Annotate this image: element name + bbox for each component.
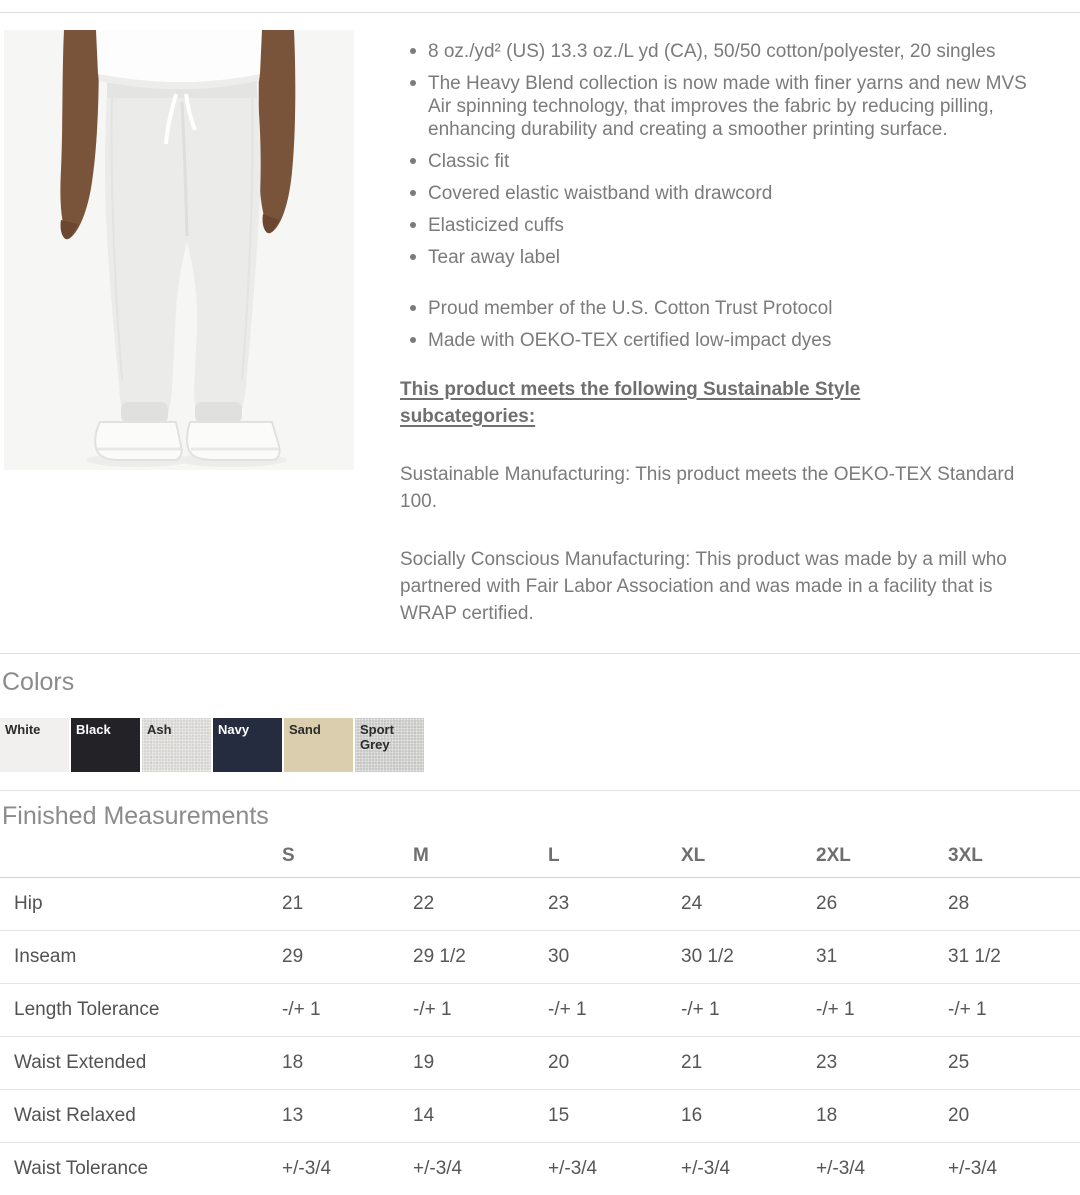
product-photo (4, 30, 354, 470)
header-cell-size: L (548, 836, 681, 877)
table-cell: 20 (548, 1036, 681, 1089)
header-cell-size: 2XL (816, 836, 948, 877)
header-cell-size: M (413, 836, 548, 877)
table-row (0, 877, 1080, 930)
table-row (0, 1089, 1080, 1142)
table-cell: +/-3/4 (681, 1142, 816, 1195)
row-label: Waist Extended (0, 1036, 282, 1089)
table-cell: 29 1/2 (413, 930, 548, 983)
sweatpants-model-illustration (4, 30, 354, 470)
top-divider (0, 12, 1080, 13)
header-cell-size: S (282, 836, 413, 877)
section-divider (0, 653, 1080, 654)
table-cell: +/-3/4 (413, 1142, 548, 1195)
table-cell: 29 (282, 930, 413, 983)
table-cell: 15 (548, 1089, 681, 1142)
table-cell: 26 (816, 877, 948, 930)
table-cell: 16 (681, 1089, 816, 1142)
table-row (0, 930, 1080, 983)
color-swatch-ash[interactable]: Ash (142, 718, 211, 772)
color-swatch-black[interactable]: Black (71, 718, 140, 772)
color-swatch-sport-grey[interactable]: Sport Grey (355, 718, 424, 772)
colors-section-title: Colors (2, 668, 75, 696)
table-cell: 13 (282, 1089, 413, 1142)
section-divider (0, 790, 1080, 791)
table-header-row (0, 836, 1080, 877)
feature-item: Covered elastic waistband with drawcord (400, 182, 1032, 205)
table-cell: 22 (413, 877, 548, 930)
sustainability-feature-list (400, 297, 1032, 352)
table-cell: 30 (548, 930, 681, 983)
table-cell: 23 (548, 877, 681, 930)
table-cell: +/-3/4 (548, 1142, 681, 1195)
row-label: Waist Relaxed (0, 1089, 282, 1142)
feature-item: Made with OEKO-TEX certified low-impact dyes (400, 329, 1032, 352)
table-cell: 18 (816, 1089, 948, 1142)
table-cell: 23 (816, 1036, 948, 1089)
header-cell-blank (0, 836, 282, 877)
product-details (400, 40, 1032, 627)
table-cell: +/-3/4 (948, 1142, 1080, 1195)
table-cell: 28 (948, 877, 1080, 930)
sustainable-style-heading: This product meets the following Sustainable Style subcategories: (400, 379, 861, 427)
table-row (0, 983, 1080, 1036)
sustainable-manufacturing-paragraph: Sustainable Manufacturing: This product meets the OEKO-TEX Standard 100. (400, 464, 1015, 512)
table-cell: 31 (816, 930, 948, 983)
table-cell: -/+ 1 (413, 983, 548, 1036)
row-label: Waist Tolerance (0, 1142, 282, 1195)
finished-measurements-title: Finished Measurements (2, 802, 269, 830)
feature-item: The Heavy Blend collection is now made with finer yarns and new MVS Air spinning technology, that improves the fabric by reducing pilling, enhancing durability and creating a smoother printing surface. (400, 72, 1032, 141)
feature-item: Tear away label (400, 246, 1032, 269)
feature-item: 8 oz./yd² (US) 13.3 oz./L yd (CA), 50/50 cotton/polyester, 20 singles (400, 40, 1032, 63)
row-label: Length Tolerance (0, 983, 282, 1036)
color-swatch-navy[interactable]: Navy (213, 718, 282, 772)
table-cell: 21 (282, 877, 413, 930)
measurements-table (0, 836, 1080, 1195)
color-swatch-row (0, 718, 424, 772)
table-cell: +/-3/4 (282, 1142, 413, 1195)
table-cell: 14 (413, 1089, 548, 1142)
table-cell: 20 (948, 1089, 1080, 1142)
feature-item: Classic fit (400, 150, 1032, 173)
table-cell: -/+ 1 (681, 983, 816, 1036)
socially-conscious-paragraph: Socially Conscious Manufacturing: This product was made by a mill who partnered with Fair Labor Association and was made in a facility that is WRAP certified. (400, 549, 1007, 624)
table-row (0, 1036, 1080, 1089)
table-cell: -/+ 1 (816, 983, 948, 1036)
table-cell: 24 (681, 877, 816, 930)
table-cell: 21 (681, 1036, 816, 1089)
header-cell-size: 3XL (948, 836, 1080, 877)
color-swatch-white[interactable]: White (0, 718, 69, 772)
table-row (0, 1142, 1080, 1195)
table-cell: 19 (413, 1036, 548, 1089)
table-cell: 31 1/2 (948, 930, 1080, 983)
row-label: Hip (0, 877, 282, 930)
header-cell-size: XL (681, 836, 816, 877)
table-cell: 30 1/2 (681, 930, 816, 983)
feature-list (400, 40, 1032, 269)
table-cell: -/+ 1 (282, 983, 413, 1036)
feature-item: Proud member of the U.S. Cotton Trust Protocol (400, 297, 1032, 320)
color-swatch-sand[interactable]: Sand (284, 718, 353, 772)
table-cell: 18 (282, 1036, 413, 1089)
table-cell: -/+ 1 (548, 983, 681, 1036)
feature-item: Elasticized cuffs (400, 214, 1032, 237)
table-cell: -/+ 1 (948, 983, 1080, 1036)
row-label: Inseam (0, 930, 282, 983)
table-cell: +/-3/4 (816, 1142, 948, 1195)
table-cell: 25 (948, 1036, 1080, 1089)
